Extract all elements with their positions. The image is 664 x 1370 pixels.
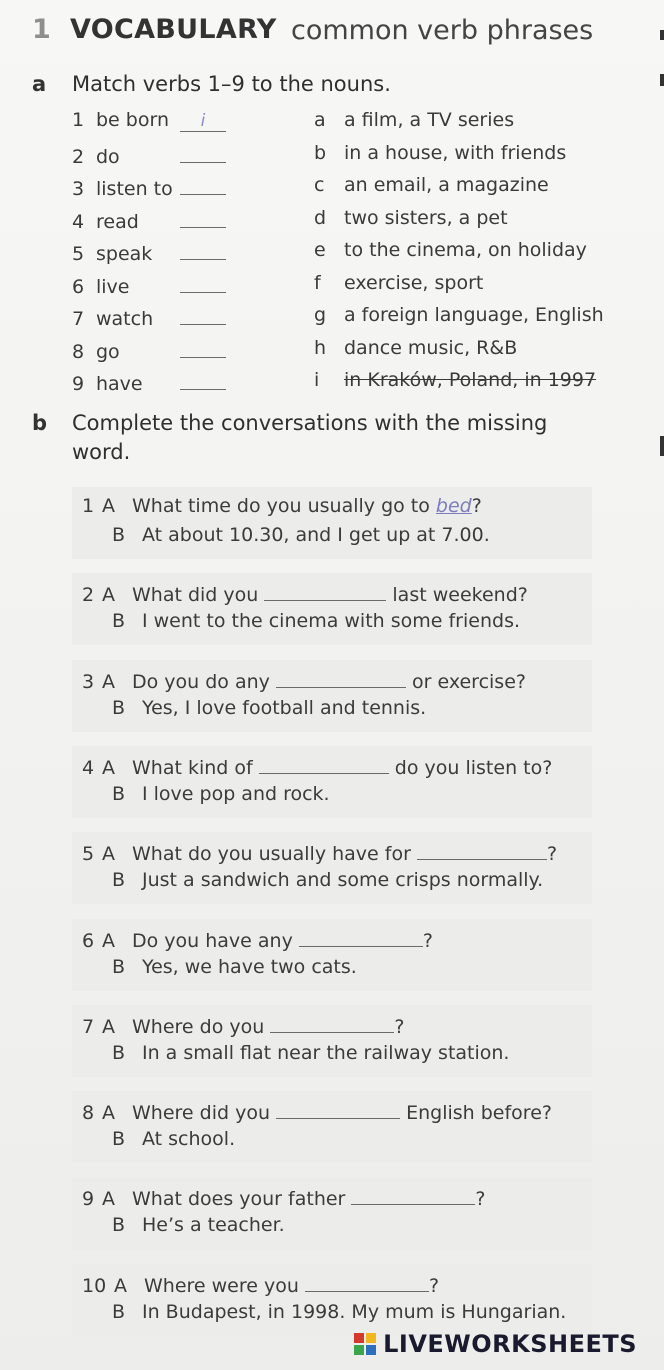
- noun-text: an email, a magazine: [344, 174, 549, 196]
- answer-filled[interactable]: bed: [435, 495, 472, 517]
- verb-number: 5: [72, 243, 85, 265]
- verb-text: live: [96, 275, 130, 298]
- line-a: [82, 581, 528, 606]
- answer-blank[interactable]: [180, 239, 226, 260]
- verb-row: [72, 142, 226, 168]
- noun-row: [314, 207, 508, 229]
- conversation-box: [72, 1091, 592, 1163]
- line-b: [112, 610, 520, 632]
- line-a: [82, 495, 482, 517]
- conversation-number: 2: [82, 584, 95, 607]
- noun-letter: a: [314, 109, 326, 131]
- liveworksheets-logo: [354, 1330, 637, 1362]
- verb-number: 1: [72, 109, 85, 131]
- reply-text: I love pop and rock.: [142, 782, 330, 805]
- verb-row: [72, 304, 226, 330]
- conversation-box: [72, 487, 592, 559]
- question-end: ?: [475, 1188, 486, 1211]
- speaker-b-label: B: [112, 1214, 126, 1237]
- speaker-b-label: B: [112, 610, 126, 633]
- line-b: [112, 1042, 509, 1064]
- section-title: VOCABULARY: [70, 14, 277, 45]
- conversation-number: 7: [82, 1015, 95, 1038]
- noun-letter: i: [314, 369, 320, 391]
- verb-row: [72, 207, 226, 233]
- verb-number: 8: [72, 340, 85, 363]
- answer-blank[interactable]: [180, 304, 226, 325]
- speaker-b-label: B: [112, 869, 126, 892]
- question-end: English before?: [406, 1102, 552, 1125]
- reply-text: He’s a teacher.: [142, 1214, 285, 1237]
- noun-row: [314, 369, 596, 391]
- noun-row: [314, 109, 514, 131]
- noun-letter: h: [314, 336, 327, 359]
- verb-text: watch: [96, 308, 154, 330]
- question-text: What did you: [132, 584, 259, 607]
- part-b-instruction-line2: word.: [72, 440, 131, 464]
- verb-row: [72, 272, 226, 298]
- conversation-box: [72, 832, 592, 904]
- noun-row: [314, 337, 517, 359]
- answer-blank[interactable]: [305, 1272, 429, 1292]
- noun-text: to the cinema, on holiday: [344, 239, 587, 261]
- speaker-a-label: A: [114, 1274, 127, 1297]
- noun-letter: g: [314, 304, 327, 326]
- line-b: [112, 956, 357, 978]
- edge-mark: [660, 436, 664, 456]
- verb-row: [72, 337, 226, 363]
- speaker-a-label: A: [102, 1102, 115, 1125]
- noun-row: [314, 174, 549, 196]
- question-end: or exercise?: [412, 670, 526, 693]
- speaker-a-label: A: [102, 495, 115, 517]
- speaker-b-label: B: [112, 1300, 126, 1323]
- noun-row: [314, 239, 587, 261]
- line-a: [82, 668, 526, 693]
- reply-text: At about 10.30, and I get up at 7.00.: [142, 524, 490, 546]
- question-text: Where do you: [132, 1015, 265, 1038]
- noun-text: a film, a TV series: [344, 109, 515, 131]
- noun-text: in Kraków, Poland, in 1997: [344, 369, 597, 391]
- line-a: [82, 1099, 552, 1124]
- conversation-box: [72, 573, 592, 645]
- answer-blank[interactable]: [180, 369, 226, 390]
- answer-blank[interactable]: [180, 337, 226, 358]
- verb-number: 2: [72, 145, 85, 168]
- verb-number: 7: [72, 308, 85, 330]
- noun-letter: b: [314, 141, 327, 164]
- conversation-box: [72, 1264, 592, 1336]
- verb-row: [72, 239, 226, 265]
- conversation-number: 3: [82, 670, 95, 693]
- conversation-box: [72, 660, 592, 732]
- speaker-a-label: A: [102, 1015, 115, 1038]
- speaker-b-label: B: [112, 782, 126, 805]
- noun-letter: c: [314, 174, 325, 196]
- answer-blank[interactable]: [259, 754, 389, 774]
- answer-blank[interactable]: [417, 840, 547, 860]
- noun-text: two sisters, a pet: [344, 206, 508, 229]
- logo-grid-icon: [354, 1332, 378, 1356]
- noun-row: [314, 142, 566, 164]
- verb-text: go: [96, 340, 120, 363]
- question-end: ?: [422, 929, 433, 952]
- part-a-letter: a: [32, 72, 47, 96]
- question-text: Where did you: [132, 1102, 270, 1125]
- noun-letter: d: [314, 206, 327, 229]
- answer-blank[interactable]: [180, 207, 226, 228]
- question-end: last weekend?: [392, 584, 528, 607]
- verb-number: 3: [72, 178, 85, 200]
- section-subtitle: common verb phrases: [291, 15, 594, 46]
- logo-text: LIVEWORKSHEETS: [383, 1330, 638, 1358]
- conversation-box: [72, 919, 592, 991]
- verb-text: have: [96, 373, 143, 395]
- line-a: [82, 754, 552, 779]
- conversation-box: [72, 1177, 592, 1249]
- verb-text: speak: [96, 243, 153, 265]
- verb-number: 9: [72, 373, 85, 395]
- line-b: [112, 869, 543, 891]
- question-text: Do you do any: [132, 670, 270, 693]
- question-end: ?: [394, 1015, 405, 1038]
- verb-number: 6: [72, 275, 85, 298]
- line-a: [82, 927, 433, 952]
- verb-text: read: [96, 210, 139, 233]
- question-text: What kind of: [132, 756, 253, 779]
- reply-text: At school.: [142, 1128, 236, 1151]
- noun-text: exercise, sport: [344, 271, 484, 294]
- line-b: [112, 1214, 285, 1236]
- verb-row: [72, 369, 226, 395]
- question-end: ?: [546, 843, 558, 866]
- question-text: What time do you usually go to: [132, 495, 430, 517]
- verb-number: 4: [72, 210, 85, 233]
- reply-text: Yes, I love football and tennis.: [142, 696, 427, 719]
- reply-text: In Budapest, in 1998. My mum is Hungarian.: [142, 1300, 567, 1323]
- noun-text: dance music, R&B: [344, 336, 518, 359]
- line-a: [82, 840, 557, 865]
- verb-text: be born: [96, 109, 169, 131]
- speaker-b-label: B: [112, 1041, 126, 1064]
- answer-blank[interactable]: i: [180, 111, 226, 132]
- edge-mark: [660, 30, 664, 40]
- answer-blank[interactable]: [180, 272, 226, 293]
- line-a: [82, 1272, 439, 1297]
- part-b-letter: b: [32, 411, 48, 435]
- conversation-number: 4: [82, 756, 95, 779]
- reply-text: In a small flat near the railway station.: [142, 1041, 510, 1064]
- question-text: What does your father: [132, 1188, 346, 1211]
- question-text: Where were you: [144, 1274, 299, 1297]
- noun-text: a foreign language, English: [344, 304, 604, 326]
- speaker-a-label: A: [102, 1188, 115, 1211]
- speaker-b-label: B: [112, 955, 126, 978]
- answer-blank[interactable]: [299, 927, 423, 947]
- conversation-box: [72, 746, 592, 818]
- answer-blank[interactable]: [270, 1013, 394, 1033]
- conversation-number: 10: [82, 1274, 107, 1297]
- line-b: [112, 783, 330, 805]
- part-a-instruction: Match verbs 1–9 to the nouns.: [72, 72, 391, 96]
- question-text: What do you usually have for: [132, 843, 411, 866]
- line-b: [112, 1301, 566, 1323]
- speaker-b-label: B: [112, 524, 126, 546]
- verb-row: [72, 109, 226, 132]
- logo-square-yellow: [366, 1333, 376, 1343]
- speaker-a-label: A: [102, 929, 115, 952]
- speaker-a-label: A: [102, 756, 115, 779]
- verb-text: do: [96, 145, 120, 168]
- reply-text: I went to the cinema with some friends.: [142, 610, 521, 633]
- noun-row: [314, 272, 483, 294]
- reply-text: Just a sandwich and some crisps normally.: [142, 869, 544, 892]
- logo-square-red: [354, 1333, 364, 1343]
- verb-row: [72, 174, 226, 200]
- speaker-b-label: B: [112, 1128, 126, 1151]
- logo-square-green: [354, 1345, 364, 1355]
- answer-blank[interactable]: [180, 174, 226, 195]
- part-b-instruction-line1: Complete the conversations with the missing: [72, 411, 548, 435]
- logo-square-blue: [366, 1345, 376, 1355]
- conversation-number: 6: [82, 929, 95, 952]
- verb-text: listen to: [96, 178, 173, 200]
- question-end: do you listen to?: [394, 756, 553, 779]
- edge-mark: [660, 74, 664, 86]
- answer-blank[interactable]: [351, 1185, 475, 1205]
- line-b: [112, 524, 490, 546]
- reply-text: Yes, we have two cats.: [142, 955, 357, 978]
- speaker-a-label: A: [102, 584, 115, 607]
- speaker-a-label: A: [102, 670, 115, 693]
- question-end: ?: [428, 1274, 440, 1297]
- line-a: [82, 1185, 486, 1210]
- line-b: [112, 1128, 235, 1150]
- line-b: [112, 697, 426, 719]
- noun-text: in a house, with friends: [344, 141, 567, 164]
- noun-row: [314, 304, 604, 326]
- answer-blank[interactable]: [264, 581, 386, 601]
- answer-blank[interactable]: [180, 142, 226, 163]
- answer-blank[interactable]: [276, 1099, 400, 1119]
- noun-letter: e: [314, 239, 326, 261]
- answer-blank[interactable]: [276, 668, 406, 688]
- question-text: Do you have any: [132, 929, 293, 952]
- noun-letter: f: [314, 271, 321, 294]
- conversation-number: 8: [82, 1102, 95, 1125]
- line-a: [82, 1013, 404, 1038]
- speaker-b-label: B: [112, 696, 126, 719]
- conversation-number: 1: [82, 495, 95, 517]
- conversation-box: [72, 1005, 592, 1077]
- question-end: ?: [471, 495, 482, 517]
- speaker-a-label: A: [102, 843, 115, 866]
- conversation-number: 9: [82, 1188, 95, 1211]
- conversation-number: 5: [82, 843, 95, 866]
- section-number: 1: [32, 14, 51, 45]
